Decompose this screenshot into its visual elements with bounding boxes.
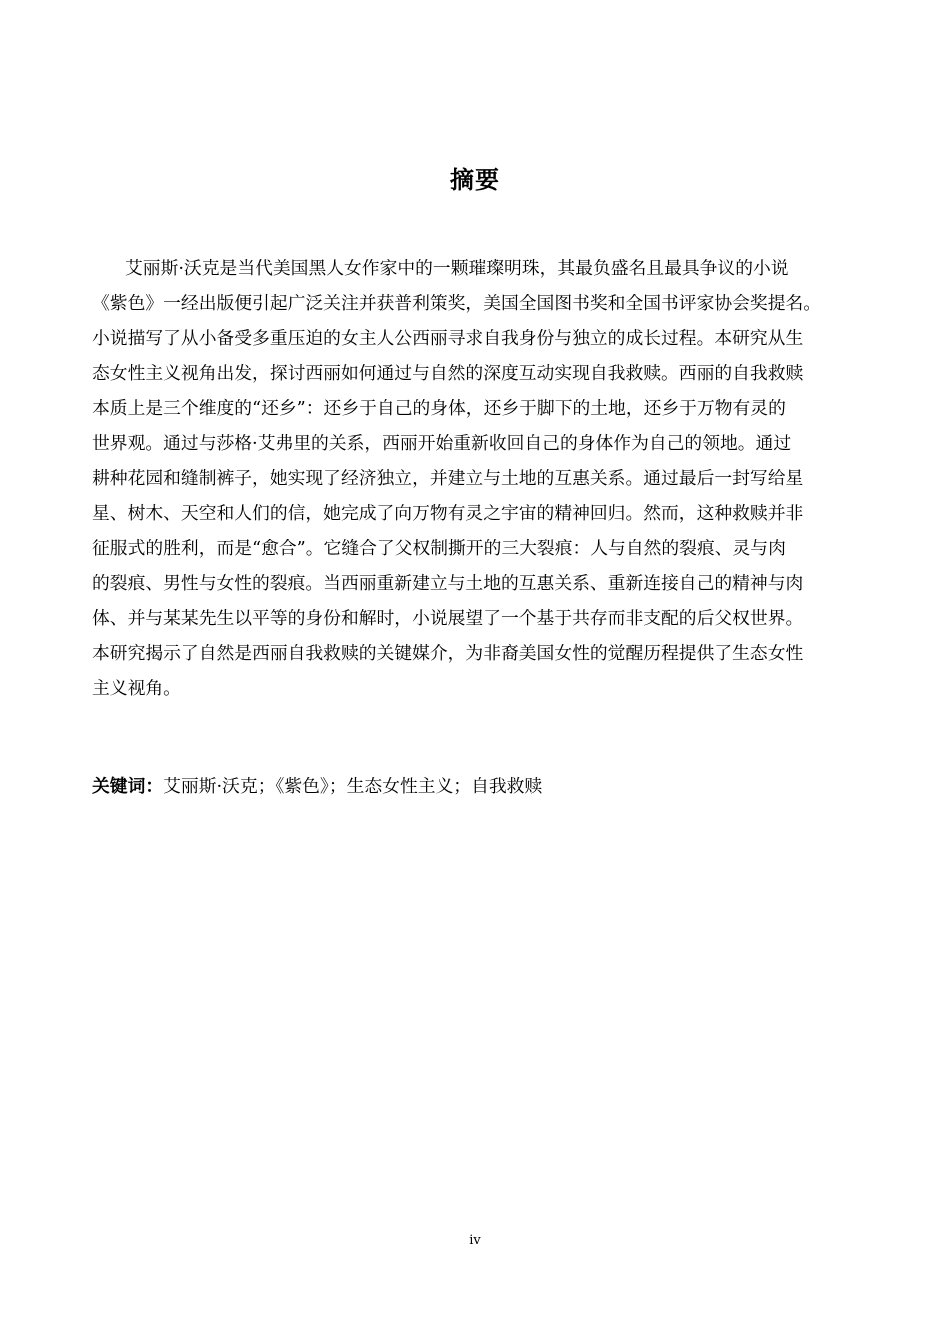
abstract-line: 小说描写了从小备受多重压迫的女主人公西丽寻求自我身份与独立的成长过程。本研究从生 (92, 328, 804, 349)
keywords-label: 关键词： (92, 776, 164, 797)
abstract-line: 本研究揭示了自然是西丽自我救赎的关键媒介，为非裔美国女性的觉醒历程提供了生态女性 (92, 643, 804, 664)
abstract-line: 世界观。通过与莎格·艾弗里的关系，西丽开始重新收回自己的身体作为自己的领地。通过 (92, 433, 792, 454)
abstract-line: 主义视角。 (92, 678, 181, 699)
keywords (92, 769, 858, 804)
abstract-line: 本质上是三个维度的“还乡”：还乡于自己的身体，还乡于脚下的土地，还乡于万物有灵的 (92, 398, 786, 419)
abstract-line: 体、并与某某先生以平等的身份和解时，小说展望了一个基于共存而非支配的后父权世界。 (92, 608, 804, 629)
abstract-line: 耕种花园和缝制裤子，她实现了经济独立，并建立与土地的互惠关系。通过最后一封写给星 (92, 468, 804, 489)
abstract-line: 星、树木、天空和人们的信，她完成了向万物有灵之宇宙的精神回归。然而，这种救赎并非 (92, 503, 804, 524)
abstract-line: 态女性主义视角出发，探讨西丽如何通过与自然的深度互动实现自我救赎。西丽的自我救赎 (92, 363, 804, 384)
abstract-line: 征服式的胜利，而是“愈合”。它缝合了父权制撕开的三大裂痕：人与自然的裂痕、灵与肉 (92, 538, 786, 559)
abstract-body (92, 251, 858, 706)
page-number: iv (469, 1233, 481, 1248)
page-title: 摘要 (450, 166, 500, 194)
abstract-line: 的裂痕、男性与女性的裂痕。当西丽重新建立与土地的互惠关系、重新连接自己的精神与肉 (92, 573, 804, 594)
abstract-line: 《紫色》一经出版便引起广泛关注并获普利策奖，美国全国图书奖和全国书评家协会奖提名。 (92, 293, 822, 314)
keywords-text: 艾丽斯·沃克；《紫色》；生态女性主义；自我救赎 (163, 776, 543, 797)
abstract-line: 艾丽斯·沃克是当代美国黑人女作家中的一颗璀璨明珠，其最负盛名且最具争议的小说 (125, 258, 789, 279)
